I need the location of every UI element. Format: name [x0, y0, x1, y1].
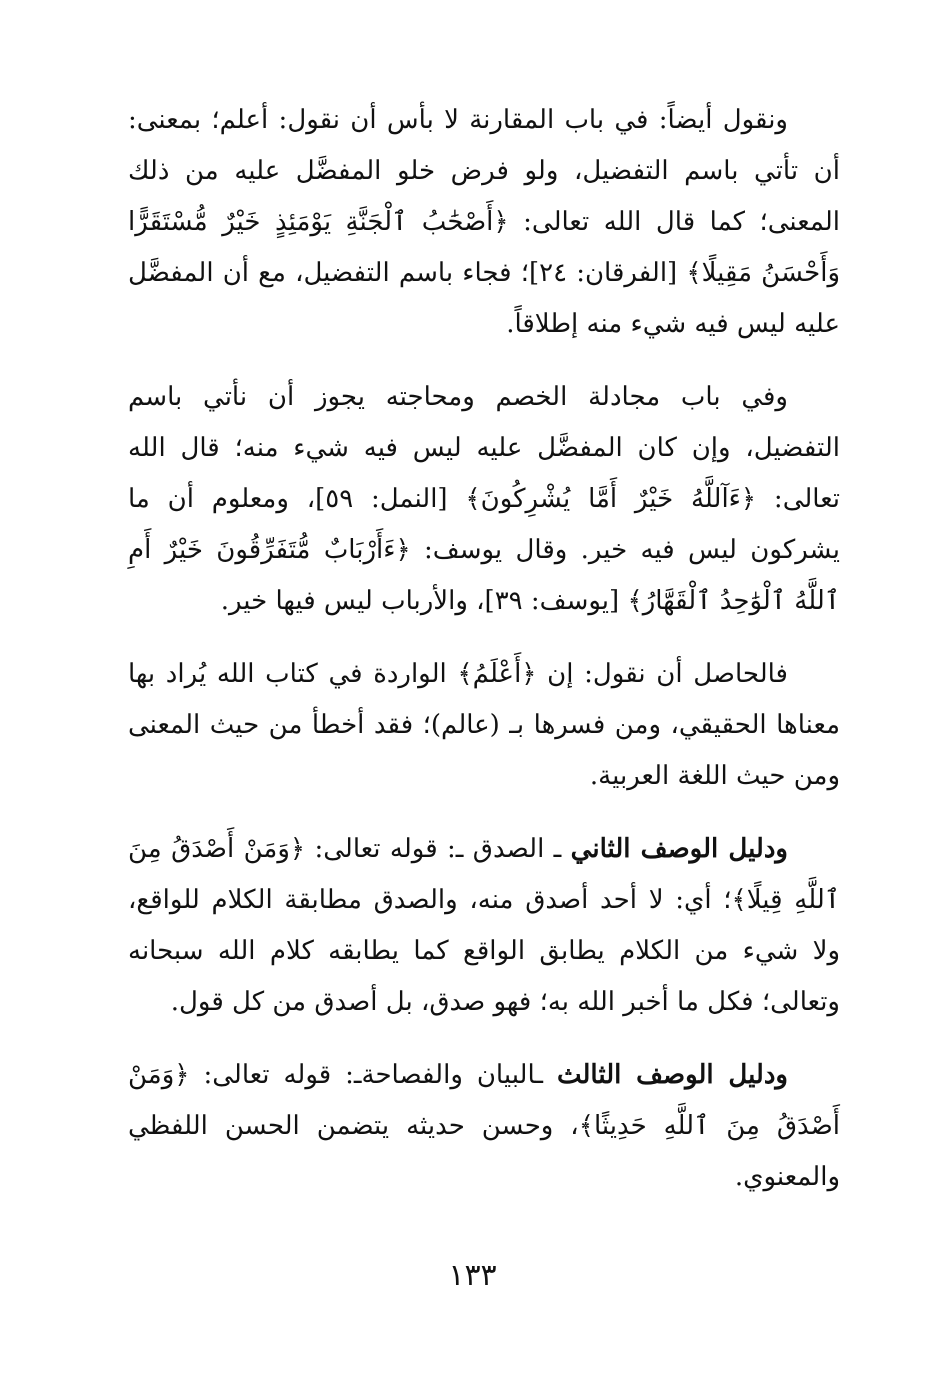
page-number: ١٣٣ — [448, 1258, 497, 1293]
section-heading: ودليل الوصف الثالث — [556, 1060, 788, 1090]
text-segment: ونقول أيضاً: في باب المقارنة لا بأس أن نقول: أعلم؛ بمعنى: أن تأتي باسم التفضيل، ولو فرض خلو المفضَّل عليه من ذلك المعنى؛ كما قال الله تعالى: — [128, 105, 840, 237]
text-segment: وفي باب مجادلة الخصم ومحاجته يجوز أن نأتي باسم التفضيل، وإن كان المفضَّل عليه ليس فيه شيء منه؛ قال الله تعالى: — [128, 382, 840, 514]
paragraph-2 — [128, 372, 840, 627]
quran-verse: ﴿ءَآللَّهُ خَيْرٌ أَمَّا يُشْرِكُونَ﴾ — [465, 484, 757, 514]
text-segment: ـالبيان والفصاحةـ: قوله تعالى: — [189, 1060, 557, 1090]
paragraph-3 — [128, 649, 840, 802]
text-segment: الواردة في كتاب الله يُراد بها معناها الحقيقي، ومن فسرها بـ (عالم)؛ فقد أخطأ من حيث المعنى ومن حيث اللغة العربية. — [128, 659, 840, 791]
section-heading: ودليل الوصف الثاني — [570, 834, 788, 864]
text-segment: ، وحسن حديثه يتضمن الحسن اللفظي والمعنوي. — [128, 1111, 840, 1192]
page-body — [128, 95, 840, 1225]
paragraph-5 — [128, 1050, 840, 1203]
paragraph-4 — [128, 824, 840, 1028]
text-segment: ـ الصدق ـ: قوله تعالى: — [305, 834, 571, 864]
quran-verse: ﴿وَمَنْ أَصْدَقُ مِنَ ٱللَّهِ قِيلًا﴾ — [128, 834, 840, 915]
text-segment: [الفرقان: ٢٤]؛ فجاء باسم التفضيل، مع أن المفضَّل عليه ليس فيه شيء منه إطلاقاً. — [128, 258, 840, 339]
quran-verse: ﴿أَعْلَمُ﴾ — [457, 659, 537, 689]
paragraph-1 — [128, 95, 840, 350]
text-segment: [يوسف: ٣٩]، والأرباب ليس فيها خير. — [220, 586, 628, 616]
text-segment: [النمل: ٥٩]، ومعلوم أن ما يشركون ليس فيه خير. وقال يوسف: — [128, 484, 840, 565]
quran-verse: ﴿أَصْحَٰبُ ٱلْجَنَّةِ يَوْمَئِذٍ خَيْرٌ مُّسْتَقَرًّا وَأَحْسَنُ مَقِيلًا﴾ — [128, 207, 840, 288]
text-segment: ؛ أي: لا أحد أصدق منه، والصدق مطابقة الكلام للواقع، ولا شيء من الكلام يطابق الواقع كما يطابقه كلام الله سبحانه وتعالى؛ فكل ما أخبر الله به؛ فهو صدق، بل أصدق من كل قول. — [128, 885, 840, 1017]
quran-verse: ﴿ءَأَرْبَابٌ مُّتَفَرِّقُونَ خَيْرٌ أَمِ ٱللَّهُ ٱلْوَٰحِدُ ٱلْقَهَّارُ﴾ — [128, 535, 840, 616]
text-segment: فالحاصل أن نقول: إن — [536, 659, 788, 689]
quran-verse: ﴿وَمَنْ أَصْدَقُ مِنَ ٱللَّهِ حَدِيثًا﴾ — [128, 1060, 841, 1141]
